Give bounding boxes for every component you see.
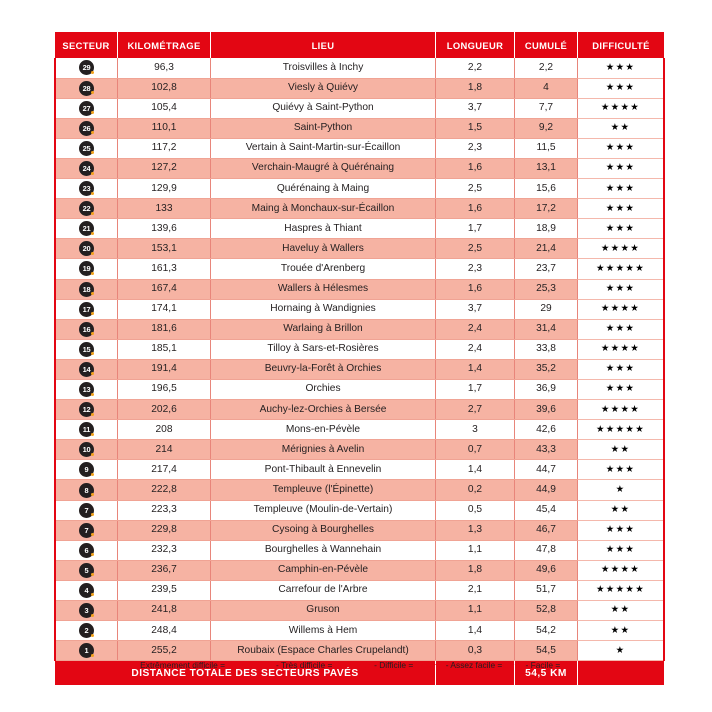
sector-number-badge: 29: [79, 60, 94, 75]
cell-cumule: 54,5: [515, 641, 578, 661]
cell-kilometrage: 153,1: [118, 239, 211, 259]
cell-difficulte: [578, 460, 665, 480]
cell-lieu: Haveluy à Wallers: [211, 239, 436, 259]
difficulty-stars: ★★: [610, 122, 631, 134]
sector-number-badge: 17: [79, 302, 94, 317]
cell-longueur: 1,6: [436, 158, 515, 178]
cell-lieu: Wallers à Hélesmes: [211, 279, 436, 299]
cell-longueur: 3: [436, 420, 515, 440]
cell-longueur: 1,8: [436, 560, 515, 580]
cell-secteur: [55, 560, 118, 580]
cell-cumule: 46,7: [515, 520, 578, 540]
cell-kilometrage: 161,3: [118, 259, 211, 279]
legend-label: Facile =: [530, 660, 563, 670]
sector-number-badge: 6: [79, 543, 94, 558]
sector-number-badge: 3: [79, 603, 94, 618]
difficulty-stars: ★★★: [605, 202, 636, 214]
sector-number-badge: 9: [79, 462, 94, 477]
difficulty-stars: ★★★★: [600, 403, 641, 415]
table-row: [55, 259, 664, 279]
cell-cumule: 13,1: [515, 158, 578, 178]
sector-number-badge: 2: [79, 623, 94, 638]
cell-secteur: [55, 621, 118, 641]
sector-number-badge: 10: [79, 442, 94, 457]
table-header: [55, 32, 664, 58]
cell-kilometrage: 214: [118, 440, 211, 460]
cell-longueur: 2,3: [436, 138, 515, 158]
cell-secteur: [55, 440, 118, 460]
table-row: [55, 540, 664, 560]
cell-lieu: Viesly à Quiévy: [211, 78, 436, 98]
cell-cumule: 43,3: [515, 440, 578, 460]
cell-difficulte: [578, 601, 665, 621]
cell-difficulte: [578, 118, 665, 138]
cell-difficulte: [578, 219, 665, 239]
cell-longueur: 1,1: [436, 540, 515, 560]
cell-lieu: Carrefour de l'Arbre: [211, 580, 436, 600]
cell-cumule: 11,5: [515, 138, 578, 158]
cell-secteur: [55, 219, 118, 239]
sector-number-badge: 18: [79, 282, 94, 297]
cell-longueur: 2,3: [436, 259, 515, 279]
cell-cumule: 21,4: [515, 239, 578, 259]
total-distance-label: DISTANCE TOTALE DES SECTEURS PAVÉS: [55, 661, 436, 686]
table-row: [55, 641, 664, 661]
cell-secteur: [55, 179, 118, 199]
difficulty-stars: ★★★: [605, 142, 636, 154]
cell-secteur: [55, 279, 118, 299]
cell-difficulte: [578, 239, 665, 259]
cell-longueur: 2,2: [436, 58, 515, 78]
cell-kilometrage: 208: [118, 420, 211, 440]
cell-longueur: 2,7: [436, 400, 515, 420]
sector-number-badge: 25: [79, 141, 94, 156]
legend-stars: ★★★: [415, 660, 444, 670]
cell-cumule: 9,2: [515, 118, 578, 138]
cell-kilometrage: 222,8: [118, 480, 211, 500]
column-header-kilometrage: KILOMÉTRAGE: [118, 32, 211, 58]
cell-lieu: Willems à Hem: [211, 621, 436, 641]
cell-secteur: [55, 500, 118, 520]
cell-difficulte: [578, 78, 665, 98]
table-row: [55, 179, 664, 199]
cell-longueur: 1,1: [436, 601, 515, 621]
cell-secteur: [55, 601, 118, 621]
difficulty-stars: ★★★: [605, 323, 636, 335]
table-row: [55, 339, 664, 359]
cell-secteur: [55, 58, 118, 78]
sector-number-badge: 21: [79, 221, 94, 236]
cell-cumule: 2,2: [515, 58, 578, 78]
cell-kilometrage: 191,4: [118, 359, 211, 379]
difficulty-stars: ★★★★: [600, 343, 641, 355]
difficulty-stars: ★★★: [605, 363, 636, 375]
cell-lieu: Orchies: [211, 380, 436, 400]
cell-secteur: [55, 78, 118, 98]
cell-longueur: 2,4: [436, 319, 515, 339]
difficulty-stars: ★★: [610, 604, 631, 616]
table-row: [55, 158, 664, 178]
sector-number-badge: 16: [79, 322, 94, 337]
cell-longueur: 1,6: [436, 199, 515, 219]
paris-roubaix-sectors-table-wrapper: [54, 32, 658, 685]
sector-number-badge: 27: [79, 101, 94, 116]
cell-cumule: 18,9: [515, 219, 578, 239]
cell-cumule: 23,7: [515, 259, 578, 279]
table-row: [55, 78, 664, 98]
column-header-longueur: LONGUEUR: [436, 32, 515, 58]
cell-cumule: 25,3: [515, 279, 578, 299]
cell-kilometrage: 167,4: [118, 279, 211, 299]
difficulty-stars: ★★★: [605, 544, 636, 556]
legend-separator: -: [523, 660, 531, 670]
cell-lieu: Troisvilles à Inchy: [211, 58, 436, 78]
cell-cumule: 44,7: [515, 460, 578, 480]
cell-lieu: Maing à Monchaux-sur-Écaillon: [211, 199, 436, 219]
table-row: [55, 601, 664, 621]
cell-lieu: Quiévy à Saint-Python: [211, 98, 436, 118]
cell-cumule: 51,7: [515, 580, 578, 600]
sector-number-badge: 23: [79, 181, 94, 196]
cell-longueur: 0,5: [436, 500, 515, 520]
cell-longueur: 3,7: [436, 299, 515, 319]
cell-kilometrage: 102,8: [118, 78, 211, 98]
table-row: [55, 480, 664, 500]
cell-cumule: 44,9: [515, 480, 578, 500]
sector-number-badge: 7: [79, 503, 94, 518]
cell-longueur: 0,3: [436, 641, 515, 661]
difficulty-stars: ★★★★★: [595, 262, 646, 274]
cell-kilometrage: 105,4: [118, 98, 211, 118]
cell-cumule: 31,4: [515, 319, 578, 339]
difficulty-stars: ★★★★★: [595, 423, 646, 435]
cell-longueur: 1,4: [436, 359, 515, 379]
cell-lieu: Cysoing à Bourghelles: [211, 520, 436, 540]
cell-secteur: [55, 380, 118, 400]
sector-number-badge: 22: [79, 201, 94, 216]
sector-number-badge: 14: [79, 362, 94, 377]
legend-label: Assez facile =: [450, 660, 505, 670]
cell-difficulte: [578, 299, 665, 319]
cell-lieu: Camphin-en-Pévèle: [211, 560, 436, 580]
cell-longueur: 2,5: [436, 179, 515, 199]
cell-cumule: 33,8: [515, 339, 578, 359]
cell-longueur: 0,2: [436, 480, 515, 500]
cell-difficulte: [578, 359, 665, 379]
cell-kilometrage: 185,1: [118, 339, 211, 359]
sector-number-badge: 1: [79, 643, 94, 658]
cell-cumule: 52,8: [515, 601, 578, 621]
sector-number-badge: 13: [79, 382, 94, 397]
table-row: [55, 380, 664, 400]
cell-kilometrage: 255,2: [118, 641, 211, 661]
table-row: [55, 199, 664, 219]
cell-lieu: Vertain à Saint-Martin-sur-Écaillon: [211, 138, 436, 158]
difficulty-stars: ★★★: [605, 82, 636, 94]
cell-difficulte: [578, 400, 665, 420]
sector-number-badge: 8: [79, 483, 94, 498]
cell-lieu: Roubaix (Espace Charles Crupelandt): [211, 641, 436, 661]
cell-secteur: [55, 259, 118, 279]
cell-secteur: [55, 460, 118, 480]
column-header-cumule: CUMULÉ: [515, 32, 578, 58]
table-row: [55, 138, 664, 158]
cell-difficulte: [578, 319, 665, 339]
cell-longueur: 2,1: [436, 580, 515, 600]
difficulty-legend: [0, 660, 712, 671]
cell-secteur: [55, 420, 118, 440]
difficulty-stars: ★★: [610, 624, 631, 636]
cell-kilometrage: 232,3: [118, 540, 211, 560]
table-row: [55, 319, 664, 339]
cell-secteur: [55, 138, 118, 158]
cell-cumule: 35,2: [515, 359, 578, 379]
difficulty-stars: ★★★: [605, 524, 636, 536]
cell-longueur: 3,7: [436, 98, 515, 118]
cell-kilometrage: 139,6: [118, 219, 211, 239]
cell-difficulte: [578, 440, 665, 460]
cell-cumule: 7,7: [515, 98, 578, 118]
cell-difficulte: [578, 560, 665, 580]
cell-secteur: [55, 540, 118, 560]
cell-lieu: Bourghelles à Wannehain: [211, 540, 436, 560]
cell-cumule: 47,8: [515, 540, 578, 560]
table-row: [55, 420, 664, 440]
table-row: [55, 520, 664, 540]
sector-number-badge: 28: [79, 81, 94, 96]
cell-lieu: Warlaing à Brillon: [211, 319, 436, 339]
difficulty-stars: ★★★★: [600, 242, 641, 254]
cell-difficulte: [578, 279, 665, 299]
difficulty-stars: ★★★★: [600, 303, 641, 315]
difficulty-stars: ★★★: [605, 182, 636, 194]
legend-stars: ★★: [504, 660, 524, 670]
cell-secteur: [55, 118, 118, 138]
cell-kilometrage: 217,4: [118, 460, 211, 480]
cell-kilometrage: 236,7: [118, 560, 211, 580]
difficulty-stars: ★: [615, 644, 626, 656]
cell-cumule: 54,2: [515, 621, 578, 641]
cell-longueur: 0,7: [436, 440, 515, 460]
cell-kilometrage: 248,4: [118, 621, 211, 641]
difficulty-stars: ★★★: [605, 162, 636, 174]
total-distance-value: 54,5 KM: [515, 661, 578, 686]
difficulty-stars: ★★★: [605, 222, 636, 234]
cell-lieu: Auchy-lez-Orchies à Bersée: [211, 400, 436, 420]
cell-secteur: [55, 199, 118, 219]
cell-cumule: 49,6: [515, 560, 578, 580]
cell-difficulte: [578, 420, 665, 440]
legend-label: Très difficile =: [280, 660, 335, 670]
cell-secteur: [55, 580, 118, 600]
difficulty-stars: ★★★: [605, 383, 636, 395]
cell-difficulte: [578, 179, 665, 199]
table-row: [55, 299, 664, 319]
table-row: [55, 560, 664, 580]
cell-kilometrage: 174,1: [118, 299, 211, 319]
cell-difficulte: [578, 98, 665, 118]
cell-difficulte: [578, 520, 665, 540]
sector-number-badge: 15: [79, 342, 94, 357]
cell-difficulte: [578, 480, 665, 500]
cell-difficulte: [578, 339, 665, 359]
cell-difficulte: [578, 58, 665, 78]
cell-difficulte: [578, 199, 665, 219]
cell-secteur: [55, 520, 118, 540]
legend-label: Extrêmement difficile =: [140, 660, 228, 670]
sector-number-badge: 7: [79, 523, 94, 538]
difficulty-stars: ★★★★: [600, 102, 641, 114]
table-row: [55, 58, 664, 78]
cell-secteur: [55, 98, 118, 118]
column-header-secteur: SECTEUR: [55, 32, 118, 58]
cell-lieu: Tilloy à Sars-et-Rosières: [211, 339, 436, 359]
cell-difficulte: [578, 540, 665, 560]
difficulty-stars: ★★: [610, 504, 631, 515]
difficulty-stars: ★★★★★: [595, 584, 646, 596]
cell-lieu: Trouée d'Arenberg: [211, 259, 436, 279]
cell-secteur: [55, 158, 118, 178]
sector-number-badge: 11: [79, 422, 94, 437]
cell-kilometrage: 133: [118, 199, 211, 219]
column-header-lieu: LIEU: [211, 32, 436, 58]
cell-cumule: 29: [515, 299, 578, 319]
sector-number-badge: 24: [79, 161, 94, 176]
cell-lieu: Verchain-Maugré à Quérénaing: [211, 158, 436, 178]
cell-kilometrage: 117,2: [118, 138, 211, 158]
cell-secteur: [55, 641, 118, 661]
table-row: [55, 239, 664, 259]
paris-roubaix-sectors-table: [54, 32, 665, 685]
table-row: [55, 621, 664, 641]
sector-number-badge: 5: [79, 563, 94, 578]
cell-difficulte: [578, 621, 665, 641]
cell-cumule: 36,9: [515, 380, 578, 400]
table-row: [55, 98, 664, 118]
sector-number-badge: 20: [79, 241, 94, 256]
cell-kilometrage: 229,8: [118, 520, 211, 540]
table-row: [55, 118, 664, 138]
table-row: [55, 460, 664, 480]
difficulty-stars: ★★: [610, 443, 631, 455]
difficulty-stars: ★★★: [605, 61, 636, 73]
cell-lieu: Saint-Python: [211, 118, 436, 138]
cell-lieu: Beuvry-la-Forêt à Orchies: [211, 359, 436, 379]
legend-stars: ★★★★★: [227, 660, 274, 670]
difficulty-stars: ★★★★: [600, 564, 641, 576]
cell-difficulte: [578, 380, 665, 400]
cell-longueur: 1,6: [436, 279, 515, 299]
cell-cumule: 42,6: [515, 420, 578, 440]
cell-lieu: Mérignies à Avelin: [211, 440, 436, 460]
cell-secteur: [55, 359, 118, 379]
legend-separator: -: [443, 660, 451, 670]
cell-longueur: 1,3: [436, 520, 515, 540]
cell-difficulte: [578, 158, 665, 178]
cell-cumule: 15,6: [515, 179, 578, 199]
cell-cumule: 39,6: [515, 400, 578, 420]
column-header-difficulte: DIFFICULTÉ: [578, 32, 665, 58]
cell-cumule: 17,2: [515, 199, 578, 219]
legend-stars: ★★★★: [334, 660, 372, 670]
table-row: [55, 279, 664, 299]
cell-longueur: 1,8: [436, 78, 515, 98]
cell-lieu: Haspres à Thiant: [211, 219, 436, 239]
cell-longueur: 1,7: [436, 380, 515, 400]
cell-lieu: Templeuve (Moulin-de-Vertain): [211, 500, 436, 520]
cell-lieu: Gruson: [211, 601, 436, 621]
difficulty-stars: ★★★: [605, 463, 636, 475]
table-row: [55, 359, 664, 379]
cell-cumule: 4: [515, 78, 578, 98]
table-row: [55, 580, 664, 600]
table-row: [55, 500, 664, 520]
cell-kilometrage: 129,9: [118, 179, 211, 199]
cell-secteur: [55, 339, 118, 359]
cell-secteur: [55, 239, 118, 259]
legend-label: Difficile =: [379, 660, 416, 670]
cell-kilometrage: 239,5: [118, 580, 211, 600]
cell-difficulte: [578, 138, 665, 158]
cell-longueur: 1,4: [436, 621, 515, 641]
sector-number-badge: 4: [79, 583, 94, 598]
cell-longueur: 2,4: [436, 339, 515, 359]
cell-kilometrage: 223,3: [118, 500, 211, 520]
cell-kilometrage: 181,6: [118, 319, 211, 339]
difficulty-stars: ★★★: [605, 282, 636, 294]
table-row: [55, 219, 664, 239]
cell-secteur: [55, 400, 118, 420]
table-body: [55, 58, 664, 661]
cell-lieu: Quérénaing à Maing: [211, 179, 436, 199]
legend-separator: -: [273, 660, 281, 670]
table-header-row: [55, 32, 664, 58]
cell-longueur: 2,5: [436, 239, 515, 259]
cell-longueur: 1,5: [436, 118, 515, 138]
cell-longueur: 1,7: [436, 219, 515, 239]
cell-kilometrage: 196,5: [118, 380, 211, 400]
cell-kilometrage: 96,3: [118, 58, 211, 78]
table-row: [55, 440, 664, 460]
cell-cumule: 45,4: [515, 500, 578, 520]
sector-number-badge: 26: [79, 121, 94, 136]
cell-difficulte: [578, 641, 665, 661]
cell-kilometrage: 127,2: [118, 158, 211, 178]
legend-stars: ★: [562, 660, 572, 670]
cell-kilometrage: 110,1: [118, 118, 211, 138]
cell-difficulte: [578, 500, 665, 520]
cell-secteur: [55, 480, 118, 500]
cell-secteur: [55, 319, 118, 339]
cell-secteur: [55, 299, 118, 319]
sector-number-badge: 12: [79, 402, 94, 417]
cell-longueur: 1,4: [436, 460, 515, 480]
cell-lieu: Templeuve (l'Épinette): [211, 480, 436, 500]
cell-kilometrage: 202,6: [118, 400, 211, 420]
table-row: [55, 400, 664, 420]
cell-difficulte: [578, 580, 665, 600]
legend-separator: -: [371, 660, 380, 670]
cell-lieu: Mons-en-Pévèle: [211, 420, 436, 440]
cell-difficulte: [578, 259, 665, 279]
cell-lieu: Hornaing à Wandignies: [211, 299, 436, 319]
cell-kilometrage: 241,8: [118, 601, 211, 621]
sector-number-badge: 19: [79, 261, 94, 276]
cell-lieu: Pont-Thibault à Ennevelin: [211, 460, 436, 480]
difficulty-stars: ★: [615, 483, 626, 495]
